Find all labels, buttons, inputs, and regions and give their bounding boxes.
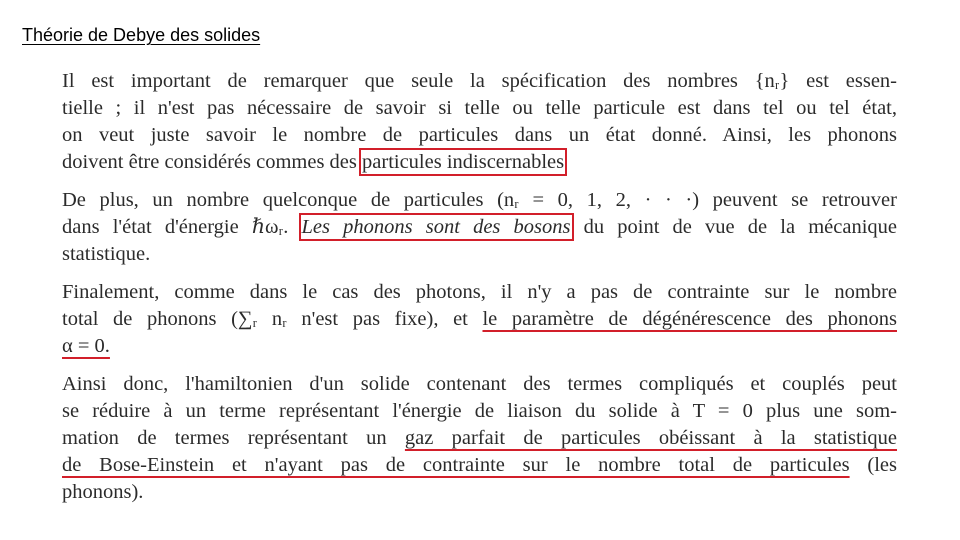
text-line: tielle ; il n'est pas nécessaire de savoir si telle ou telle particule est dans tel ou tel état, <box>62 97 897 119</box>
text-line <box>62 149 897 176</box>
text-fragment: total de phonons (∑ᵣ nᵣ n'est pas fixe), et <box>62 308 468 330</box>
text-line <box>62 452 897 479</box>
text-fragment: dans l'état d'énergie ℏωᵣ. <box>62 216 289 238</box>
text-line <box>62 306 897 333</box>
text-fragment: doivent être considérés commes des <box>62 151 357 173</box>
underlined-phrase: de Bose-Einstein et n'ayant pas de contrainte sur le nombre total de particules <box>62 454 850 476</box>
text-line: phonons). <box>62 481 144 503</box>
text-line: Il est important de remarquer que seule la spécification des nombres {nᵣ} est essen- <box>62 70 897 92</box>
highlight-box: Les phonons sont des bosons <box>301 216 571 238</box>
paragraph-indiscernable <box>62 68 897 176</box>
slide-title: Théorie de Debye des solides <box>22 25 261 45</box>
document-body <box>62 68 897 517</box>
text-line: De plus, un nombre quelconque de particules (nᵣ = 0, 1, 2, · · ·) peuvent se retrouver <box>62 189 897 211</box>
text-line: Finalement, comme dans le cas des photons, il n'y a pas de contrainte sur le nombre <box>62 281 897 303</box>
paragraph-hamiltonien <box>62 371 897 506</box>
text-line <box>62 425 897 452</box>
underlined-phrase: α = 0. <box>62 335 110 357</box>
text-fragment: du point de vue de la mécanique <box>583 216 897 238</box>
underlined-phrase: gaz parfait de particules obéissant à la statistique <box>404 427 898 449</box>
text-fragment: (les <box>867 454 897 476</box>
paragraph-bosons <box>62 187 897 268</box>
text-line: statistique. <box>62 243 151 265</box>
paragraph-degenerescence <box>62 279 897 360</box>
text-line <box>62 333 897 360</box>
text-line: Ainsi donc, l'hamiltonien d'un solide contenant des termes compliqués et couplés peut <box>62 373 897 395</box>
underlined-phrase: le paramètre de dégénérescence des phonons <box>482 308 897 330</box>
text-line: se réduire à un terme représentant l'énergie de liaison du solide à T = 0 plus une som- <box>62 400 897 422</box>
highlight-box: particules indiscernables <box>362 151 565 173</box>
text-fragment: mation de termes représentant un <box>62 427 387 449</box>
text-line <box>62 214 897 241</box>
text-line: on veut juste savoir le nombre de particules dans un état donné. Ainsi, les phonons <box>62 124 897 146</box>
